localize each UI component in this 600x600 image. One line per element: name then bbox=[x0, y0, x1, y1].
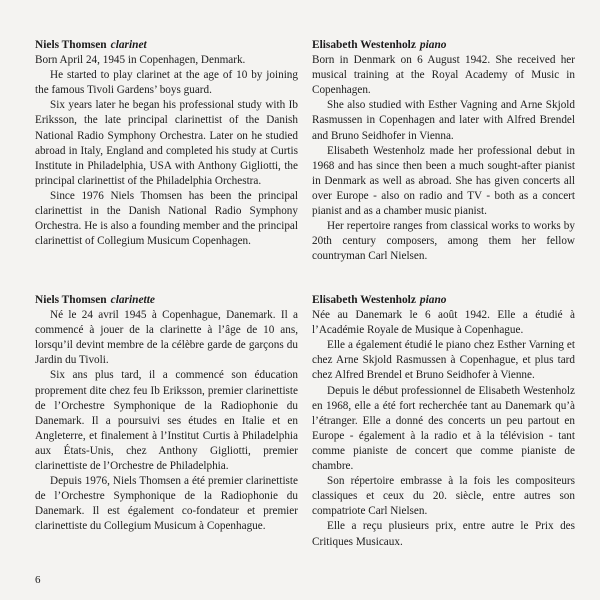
bio-paragraph: She also studied with Esther Vagning and Arne Skjold Rasmussen in Copenhagen and later with Alfred Brendel and Bruno Seidhofer in Vienna. bbox=[312, 99, 575, 142]
bio-paragraph: Depuis 1976, Niels Thomsen a été premier clarinettiste de l’Orchestre Symphonique de la Radiophonie du Danemark. Il est également co-fondateur et premier clarinettiste du Collegium Musicum à Copenhague. bbox=[35, 475, 298, 533]
bio-paragraph: Six ans plus tard, il a commencé son éducation proprement dite chez feu Ib Eriksson, premier clarinettiste de l’Orchestre Symphonique de la Radiophonie du Danemark. Il a poursuivi ses études en Italie et en Angleterre, et finalement à l’Institut Curtis à Philadelphia aux États-Unis, chez Anthony Gigliotti, premier clarinettiste de l’Orchestre de Philadelphia. bbox=[35, 369, 298, 473]
bio-heading bbox=[35, 38, 298, 53]
bio-niels-thomsen-fr bbox=[35, 293, 298, 535]
bio-heading bbox=[312, 38, 575, 53]
bio-paragraph: Depuis le début professionnel de Elisabeth Westenholz en 1968, elle a été fort recherchée tant au Danemark qu’à l’étranger. Elle a donné des concerts un peu partout en Europe - également à la radio et à la télévision - tant comme pianiste de concert que comme pianiste de chambre. bbox=[312, 384, 575, 473]
bio-instrument: clarinette bbox=[110, 294, 155, 306]
bio-instrument: clarinet bbox=[110, 39, 147, 51]
bio-elisabeth-westenholz-fr bbox=[312, 293, 575, 550]
bio-instrument: piano bbox=[419, 294, 447, 306]
bio-paragraph: Elle a également étudié le piano chez Esther Varning et chez Arne Skjold Rasmussen à Copenhague, et plus tard chez Alfred Brendel et Bruno Seidhofer à Vienne. bbox=[312, 339, 575, 382]
bio-niels-thomsen-en bbox=[35, 38, 298, 249]
bio-paragraph: Her repertoire ranges from classical works to works by 20th century composers, among them her fellow countryman Carl Nielsen. bbox=[312, 220, 575, 263]
bio-name: Niels Thomsen bbox=[35, 294, 107, 306]
bio-paragraph: Né le 24 avril 1945 à Copenhague, Danemark. Il a commencé à jouer de la clarinette à l’âge de 10 ans, lorsqu’il devint membre de la célèbre garde de garçons du Jardin du Tivoli. bbox=[35, 309, 298, 367]
bio-name: Elisabeth Westenholz bbox=[312, 39, 416, 51]
bio-paragraph: Elisabeth Westenholz made her professional debut in 1968 and has since then been a much sought-after pianist in Denmark as well as abroad. She has given concerts all over Europe - also on radio and TV - both as a concert pianist and as a chamber music pianist. bbox=[312, 144, 575, 218]
bio-paragraph: Née au Danemark le 6 août 1942. Elle a étudié à l’Académie Royale de Musique à Copenhague. bbox=[312, 309, 575, 337]
bio-paragraph: He started to play clarinet at the age of 10 by joining the famous Tivoli Gardens’ boys guard. bbox=[35, 69, 298, 97]
bio-name: Elisabeth Westenholz bbox=[312, 294, 416, 306]
bio-instrument: piano bbox=[419, 39, 447, 51]
page-number: 6 bbox=[35, 574, 41, 586]
bio-heading bbox=[35, 293, 298, 308]
bio-paragraph: Six years later he began his professional study with Ib Eriksson, the late principal clarinettist of the Danish National Radio Symphony Orchestra. Later on he studied abroad in Italy, England and completed his study at Curtis Institute in Philadelphia, USA with Anthony Gigliotti, the principal clarinettist of the Philadelphia Orchestra. bbox=[35, 99, 298, 187]
bio-heading bbox=[312, 293, 575, 308]
bio-paragraph: Elle a reçu plusieurs prix, entre autre le Prix des Critiques Musicaux. bbox=[312, 520, 575, 548]
bio-paragraph: Born in Denmark on 6 August 1942. She received her musical training at the Royal Academy of Music in Copenhagen. bbox=[312, 54, 575, 97]
bio-paragraph: Son répertoire embrasse à la fois les compositeurs classiques et ceux du 20. siècle, entre autres son compatriote Carl Nielsen. bbox=[312, 475, 575, 518]
bio-elisabeth-westenholz-en bbox=[312, 38, 575, 264]
bio-name: Niels Thomsen bbox=[35, 39, 107, 51]
bio-paragraph: Born April 24, 1945 in Copenhagen, Denmark. bbox=[35, 54, 246, 67]
bio-paragraph: Since 1976 Niels Thomsen has been the principal clarinettist in the Danish National Radio Symphony Orchestra. He is also a founding member and the principal clarinettist of Collegium Musicum Copenhagen. bbox=[35, 189, 298, 248]
